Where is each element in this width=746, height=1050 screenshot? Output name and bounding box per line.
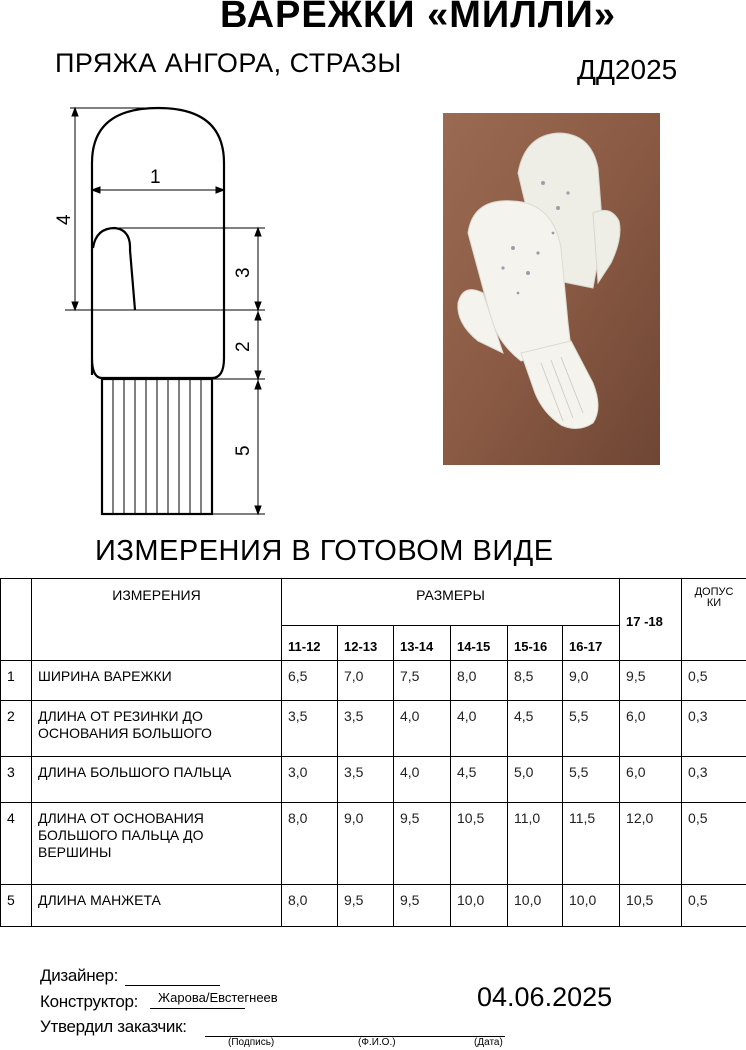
mitten-sketch <box>50 100 280 520</box>
constructor-label: Конструктор: <box>40 992 139 1011</box>
name-caption: (Ф.И.О.) <box>358 1037 396 1048</box>
table-row <box>1 885 746 927</box>
dim-label-2: 2 <box>233 341 254 352</box>
row-number: 2 <box>1 701 32 757</box>
measurement-name: ШИРИНА ВАРЕЖКИ <box>32 661 282 701</box>
constructor-value: Жарова/Евстегнеев <box>158 990 278 1005</box>
header-size: 11-12 <box>282 626 338 661</box>
row-number: 1 <box>1 661 32 701</box>
row-number: 5 <box>1 885 32 927</box>
header-size: 14-15 <box>451 626 508 661</box>
table-row <box>1 661 746 701</box>
size-value: 4,0 <box>394 701 451 757</box>
size-value: 9,5 <box>394 885 451 927</box>
size-value: 11,0 <box>508 803 563 885</box>
section-title: ИЗМЕРЕНИЯ В ГОТОВОМ ВИДЕ <box>95 535 554 567</box>
tolerance-value: 0,3 <box>682 701 746 757</box>
measurement-name: ДЛИНА ОТ ОСНОВАНИЯ БОЛЬШОГО ПАЛЬЦА ДО ВЕРШИНЫ <box>32 803 282 885</box>
size-value: 8,0 <box>451 661 508 701</box>
size-value: 10,5 <box>620 885 682 927</box>
measurement-name: ДЛИНА ОТ РЕЗИНКИ ДО ОСНОВАНИЯ БОЛЬШОГО <box>32 701 282 757</box>
measurement-name: ДЛИНА БОЛЬШОГО ПАЛЬЦА <box>32 757 282 803</box>
size-value: 9,5 <box>338 885 394 927</box>
dim-label-4: 4 <box>54 214 75 225</box>
size-value: 5,0 <box>508 757 563 803</box>
designer-line <box>125 985 220 986</box>
size-value: 9,5 <box>620 661 682 701</box>
size-value: 4,0 <box>394 757 451 803</box>
sign-caption: (Подпись) <box>228 1037 275 1048</box>
size-value: 6,0 <box>620 757 682 803</box>
size-value: 10,0 <box>508 885 563 927</box>
tolerance-value: 0,3 <box>682 757 746 803</box>
header-tolerance: ДОПУС КИ <box>682 579 746 661</box>
header-size: 13-14 <box>394 626 451 661</box>
tolerance-value: 0,5 <box>682 803 746 885</box>
tolerance-value: 0,5 <box>682 661 746 701</box>
size-value: 4,5 <box>451 757 508 803</box>
mitten-photo <box>443 113 660 465</box>
header-sizes: РАЗМЕРЫ <box>282 579 620 626</box>
size-value: 9,5 <box>394 803 451 885</box>
table-row <box>1 803 746 885</box>
designer-label: Дизайнер: <box>40 966 119 985</box>
size-value: 7,5 <box>394 661 451 701</box>
size-value: 10,0 <box>451 885 508 927</box>
row-number: 4 <box>1 803 32 885</box>
size-value: 4,0 <box>451 701 508 757</box>
yarn-subtitle: ПРЯЖА АНГОРА, СТРАЗЫ <box>55 48 402 78</box>
dim-label-5: 5 <box>233 445 254 456</box>
size-value: 6,0 <box>620 701 682 757</box>
tolerance-value: 0,5 <box>682 885 746 927</box>
document-date: 04.06.2025 <box>477 982 613 1012</box>
size-value: 3,0 <box>282 757 338 803</box>
header-size: 16-17 <box>563 626 620 661</box>
dim-label-1: 1 <box>150 167 161 188</box>
size-value: 3,5 <box>282 701 338 757</box>
size-value: 9,0 <box>563 661 620 701</box>
size-value: 5,5 <box>563 757 620 803</box>
size-value: 9,0 <box>338 803 394 885</box>
size-value: 4,5 <box>508 701 563 757</box>
size-value: 8,5 <box>508 661 563 701</box>
size-value: 8,0 <box>282 885 338 927</box>
size-value: 8,0 <box>282 803 338 885</box>
header-size-17-18: 17 -18 <box>620 579 682 661</box>
measurements-table <box>0 578 746 927</box>
header-size: 12-13 <box>338 626 394 661</box>
document-title: ВАРЕЖКИ «МИЛЛИ» <box>220 0 616 36</box>
size-value: 5,5 <box>563 701 620 757</box>
table-row <box>1 701 746 757</box>
approved-label: Утвердил заказчик: <box>40 1017 187 1036</box>
dim-label-3: 3 <box>233 267 254 278</box>
constructor-line <box>150 1008 245 1009</box>
size-value: 3,5 <box>338 757 394 803</box>
measurement-name: ДЛИНА МАНЖЕТА <box>32 885 282 927</box>
size-value: 6,5 <box>282 661 338 701</box>
size-value: 11,5 <box>563 803 620 885</box>
header-measurements: ИЗМЕРЕНИЯ <box>32 579 282 661</box>
header-number <box>1 579 32 661</box>
table-row <box>1 757 746 803</box>
size-value: 12,0 <box>620 803 682 885</box>
size-value: 3,5 <box>338 701 394 757</box>
header-size: 15-16 <box>508 626 563 661</box>
row-number: 3 <box>1 757 32 803</box>
date-caption: (Дата) <box>474 1037 503 1048</box>
size-value: 10,5 <box>451 803 508 885</box>
size-value: 10,0 <box>563 885 620 927</box>
size-value: 7,0 <box>338 661 394 701</box>
model-code: ДД2025 <box>577 54 678 85</box>
